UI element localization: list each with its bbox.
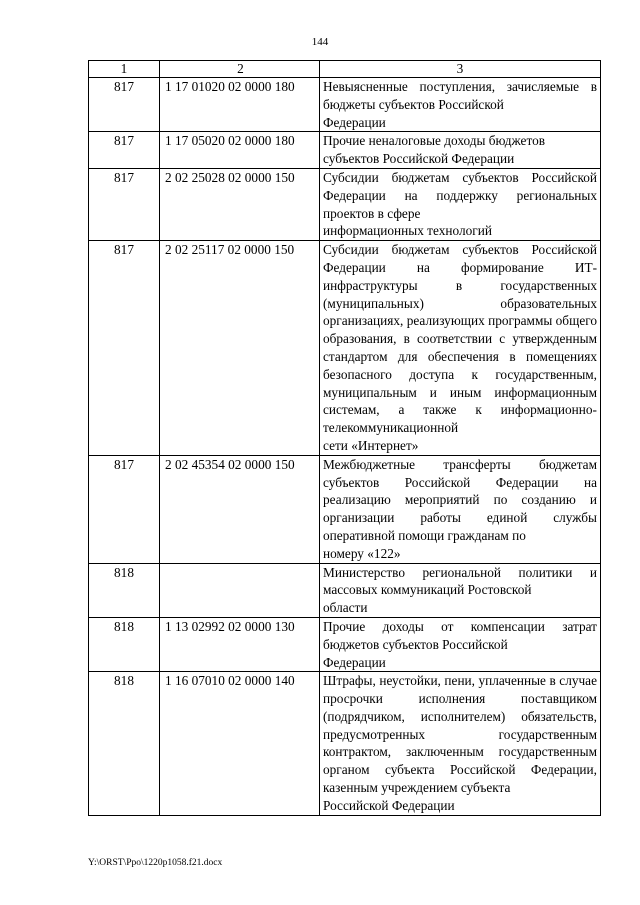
description-text: Прочие неналоговые доходы бюджетов	[323, 133, 546, 149]
description-text: Невыясненные поступления, зачисляемые в бюджеты субъектов Российской	[323, 79, 597, 112]
header-col-2: 2	[160, 61, 320, 78]
table-row	[89, 132, 601, 169]
description-cell	[320, 168, 601, 240]
budget-code-cell: 1 16 07010 02 0000 140	[160, 672, 320, 815]
description-text: Прочие доходы от компенсации затрат бюджетов субъектов Российской	[323, 618, 597, 652]
description-text: Субсидии бюджетам субъектов Российской Федерации на формирование ИТ-инфраструктуры в государственных (муниципальных) образовательных организациях, реализующих программы общего образования, в соответствии с утвержденным стандартом для обеспечения в помещениях безопасного доступа к государственным, муниципальным и иным информационным системам, а также к информационно-телекоммуникационной	[323, 242, 597, 436]
description-cell	[320, 563, 601, 617]
description-last-line: области	[323, 600, 368, 616]
admin-code-cell: 817	[89, 241, 160, 456]
admin-code-cell: 818	[89, 563, 160, 617]
budget-code-cell	[160, 563, 320, 617]
description-last-line: сети «Интернет»	[323, 437, 419, 453]
header-col-1: 1	[89, 61, 160, 78]
description-cell	[320, 78, 601, 132]
table-row	[89, 455, 601, 563]
description-last-line: номеру «122»	[323, 545, 401, 561]
description-cell	[320, 132, 601, 169]
description-cell	[320, 617, 601, 671]
admin-code-cell: 818	[89, 672, 160, 815]
page-number: 144	[311, 36, 329, 48]
table-row	[89, 78, 601, 132]
table-row	[89, 672, 601, 815]
admin-code-cell: 817	[89, 78, 160, 132]
description-last-line: информационных технологий	[323, 223, 492, 239]
table-row	[89, 563, 601, 617]
admin-code-cell: 817	[89, 455, 160, 563]
admin-code-cell: 817	[89, 132, 160, 169]
description-text: Межбюджетные трансферты бюджетам субъектов Российской Федерации на реализацию мероприятий по созданию и организации работы единой службы оперативной помощи гражданам по	[323, 456, 597, 543]
description-text: Министерство региональной политики и массовых коммуникаций Ростовской	[323, 564, 597, 598]
description-last-line: субъектов Российской Федерации	[323, 151, 515, 167]
budget-code-cell: 1 17 01020 02 0000 180	[160, 78, 320, 132]
table-row	[89, 617, 601, 671]
budget-code-table	[88, 60, 601, 816]
budget-code-cell: 1 13 02992 02 0000 130	[160, 617, 320, 671]
admin-code-cell: 817	[89, 168, 160, 240]
description-text: Субсидии бюджетам субъектов Российской Федерации на поддержку региональных проектов в сфере	[323, 169, 597, 221]
description-last-line: Российской Федерации	[323, 797, 455, 813]
description-cell	[320, 241, 601, 456]
admin-code-cell: 818	[89, 617, 160, 671]
description-cell	[320, 455, 601, 563]
file-path-footer: Y:\ORST\Ppo\1220p1058.f21.docx	[88, 858, 223, 868]
description-last-line: Федерации	[323, 654, 386, 670]
table-row	[89, 168, 601, 240]
description-text: Штрафы, неустойки, пени, уплаченные в случае просрочки исполнения поставщиком (подрядчиком, исполнителем) обязательств, предусмотренных государственным контрактом, заключенным государственным органом субъекта Российской Федерации, казенным учреждением субъекта	[323, 673, 597, 796]
budget-code-cell: 2 02 25117 02 0000 150	[160, 241, 320, 456]
budget-code-cell: 2 02 25028 02 0000 150	[160, 168, 320, 240]
description-cell	[320, 672, 601, 815]
table-row	[89, 241, 601, 456]
budget-code-cell: 1 17 05020 02 0000 180	[160, 132, 320, 169]
description-last-line: Федерации	[323, 114, 386, 130]
budget-code-cell: 2 02 45354 02 0000 150	[160, 455, 320, 563]
header-col-3: 3	[320, 61, 601, 78]
table-header-row	[89, 61, 601, 78]
